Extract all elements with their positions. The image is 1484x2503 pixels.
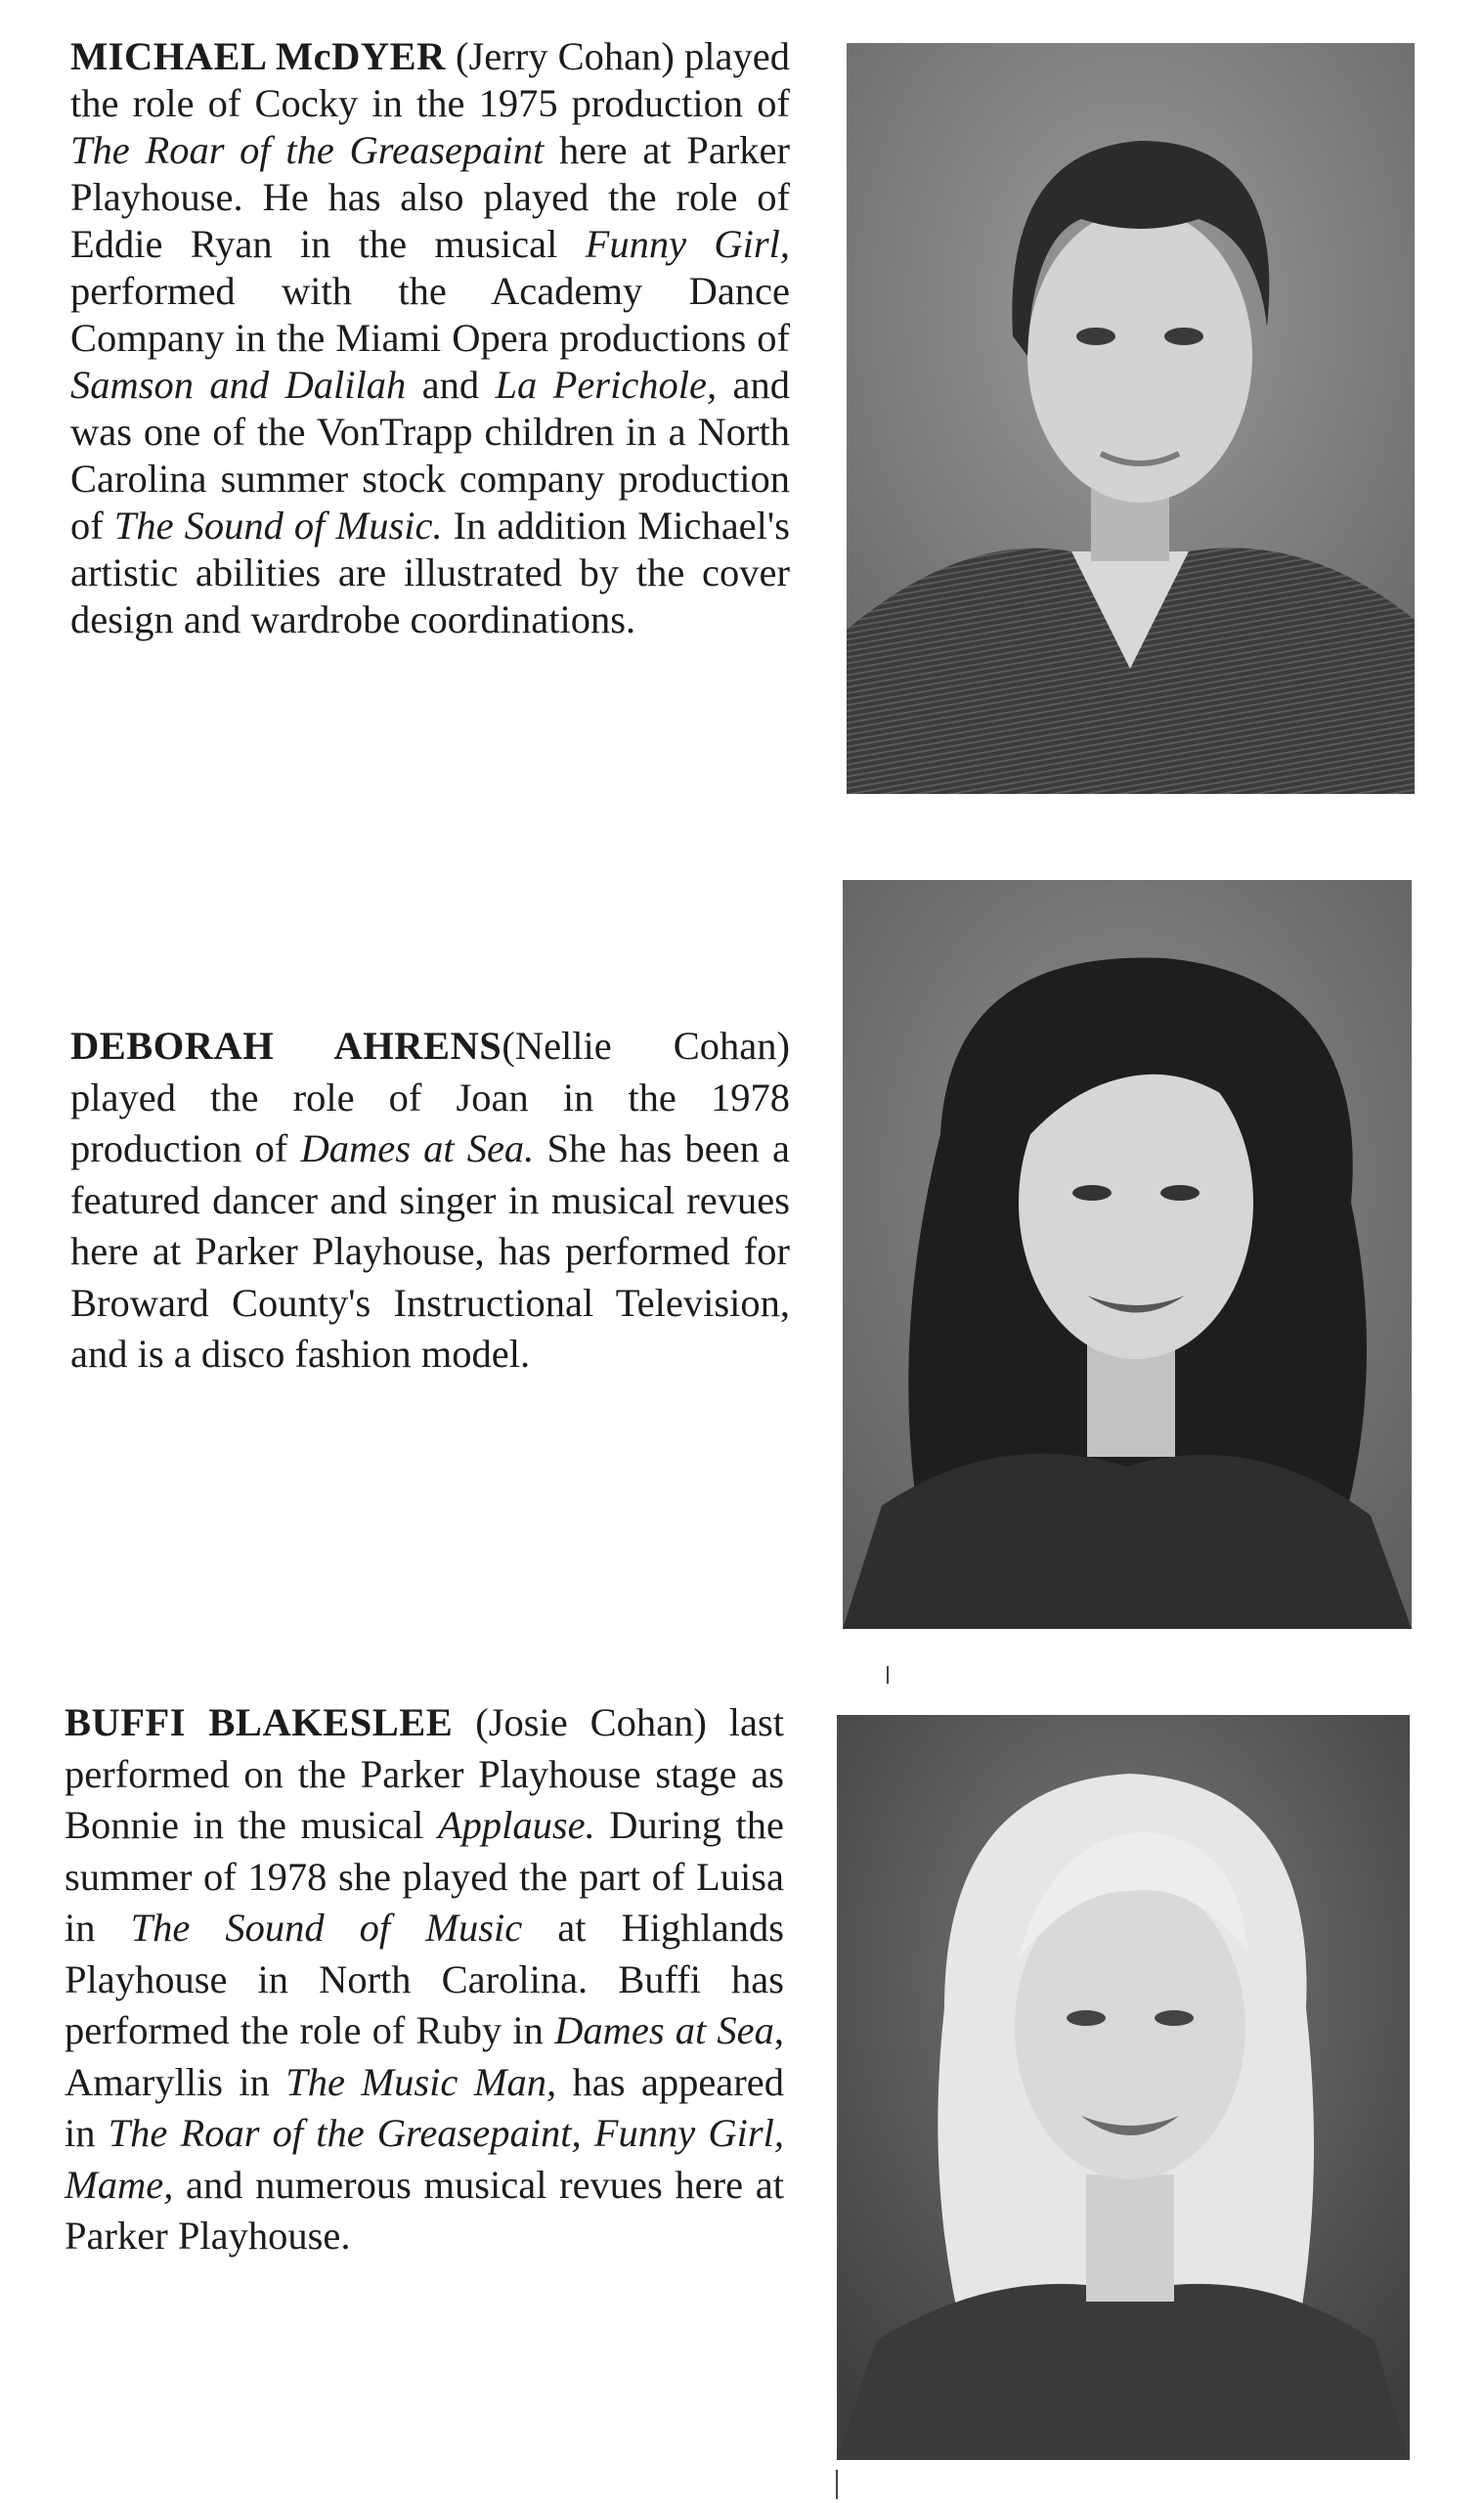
bio-text: played the role of Joan in the 1978 production of xyxy=(70,1075,790,1170)
character-role: (Josie Cohan) xyxy=(475,1700,707,1744)
show-title: Funny Girl, xyxy=(585,222,790,266)
show-title: The Music Man, xyxy=(285,2059,557,2104)
bio-text xyxy=(582,2111,594,2155)
show-title: Applause. xyxy=(437,1803,595,1847)
headshot-deborah-ahrens xyxy=(843,880,1412,1629)
bio-text: performed with the Academy Dance Company in the Miami Opera productions of xyxy=(70,269,790,360)
bio-text: In addition Michael's artistic abilities are illustrated by the cover design and wardrobe coordinations. xyxy=(70,504,790,641)
show-title: The Roar of the Greasepaint, xyxy=(108,2111,582,2155)
performer-name: DEBORAH AHRENS xyxy=(70,1024,502,1068)
bio-text: During the summer of 1978 she played the part of Luisa in xyxy=(65,1803,784,1950)
bio-text: and xyxy=(406,363,496,407)
scan-mark xyxy=(887,1666,889,1684)
bio-text: played the role of Cocky in the 1975 production of xyxy=(70,34,790,125)
bio-text: here at Parker Playhouse. He has also played the role of Eddie Ryan in the musical xyxy=(70,128,790,266)
show-title: The Sound of Music xyxy=(130,1906,523,1950)
bio-michael-mcdyer xyxy=(70,33,790,643)
show-title: Samson and Dalilah xyxy=(70,363,407,407)
bio-text: and was one of the VonTrapp children in a North Carolina summer stock company production of xyxy=(70,363,790,548)
bio-text: and numerous musical revues here at Parker Playhouse. xyxy=(65,2162,784,2258)
show-title: La Perichole, xyxy=(495,363,718,407)
show-title: Funny Girl, Mame, xyxy=(65,2111,785,2207)
show-title: Dames at Sea xyxy=(554,2008,774,2052)
bio-text: at Highlands Playhouse in North Carolina. Buffi has performed the role of Ruby in xyxy=(65,1906,784,2052)
character-role: (Jerry Cohan) xyxy=(456,34,675,78)
bio-text: has appeared in xyxy=(65,2059,784,2155)
show-title: The Sound of Music. xyxy=(113,504,443,548)
bio-buffi-blakeslee xyxy=(65,1697,784,2262)
bio-text: , Amaryllis in xyxy=(65,2008,785,2104)
headshot-michael-mcdyer xyxy=(847,43,1415,794)
portrait-man-icon xyxy=(847,43,1415,794)
portrait-woman-icon xyxy=(843,880,1412,1629)
headshot-buffi-blakeslee xyxy=(837,1715,1410,2460)
scan-mark xyxy=(836,2470,838,2499)
performer-name: MICHAEL McDYER xyxy=(70,34,446,78)
show-title: The Roar of the Greasepaint xyxy=(70,128,545,172)
portrait-woman-blonde-icon xyxy=(837,1715,1410,2460)
bio-text: She has been a featured dancer and singer in musical revues here at Parker Playhouse, has performed for Broward County's Instructional Television, and is a disco fashion model. xyxy=(70,1126,790,1376)
bio-deborah-ahrens xyxy=(70,1021,790,1381)
character-role: (Nellie Cohan) xyxy=(502,1024,790,1068)
bio-text: last performed on the Parker Playhouse stage as Bonnie in the musical xyxy=(65,1700,785,1847)
performer-name: BUFFI BLAKESLEE xyxy=(65,1700,454,1744)
show-title: Dames at Sea. xyxy=(300,1126,535,1170)
